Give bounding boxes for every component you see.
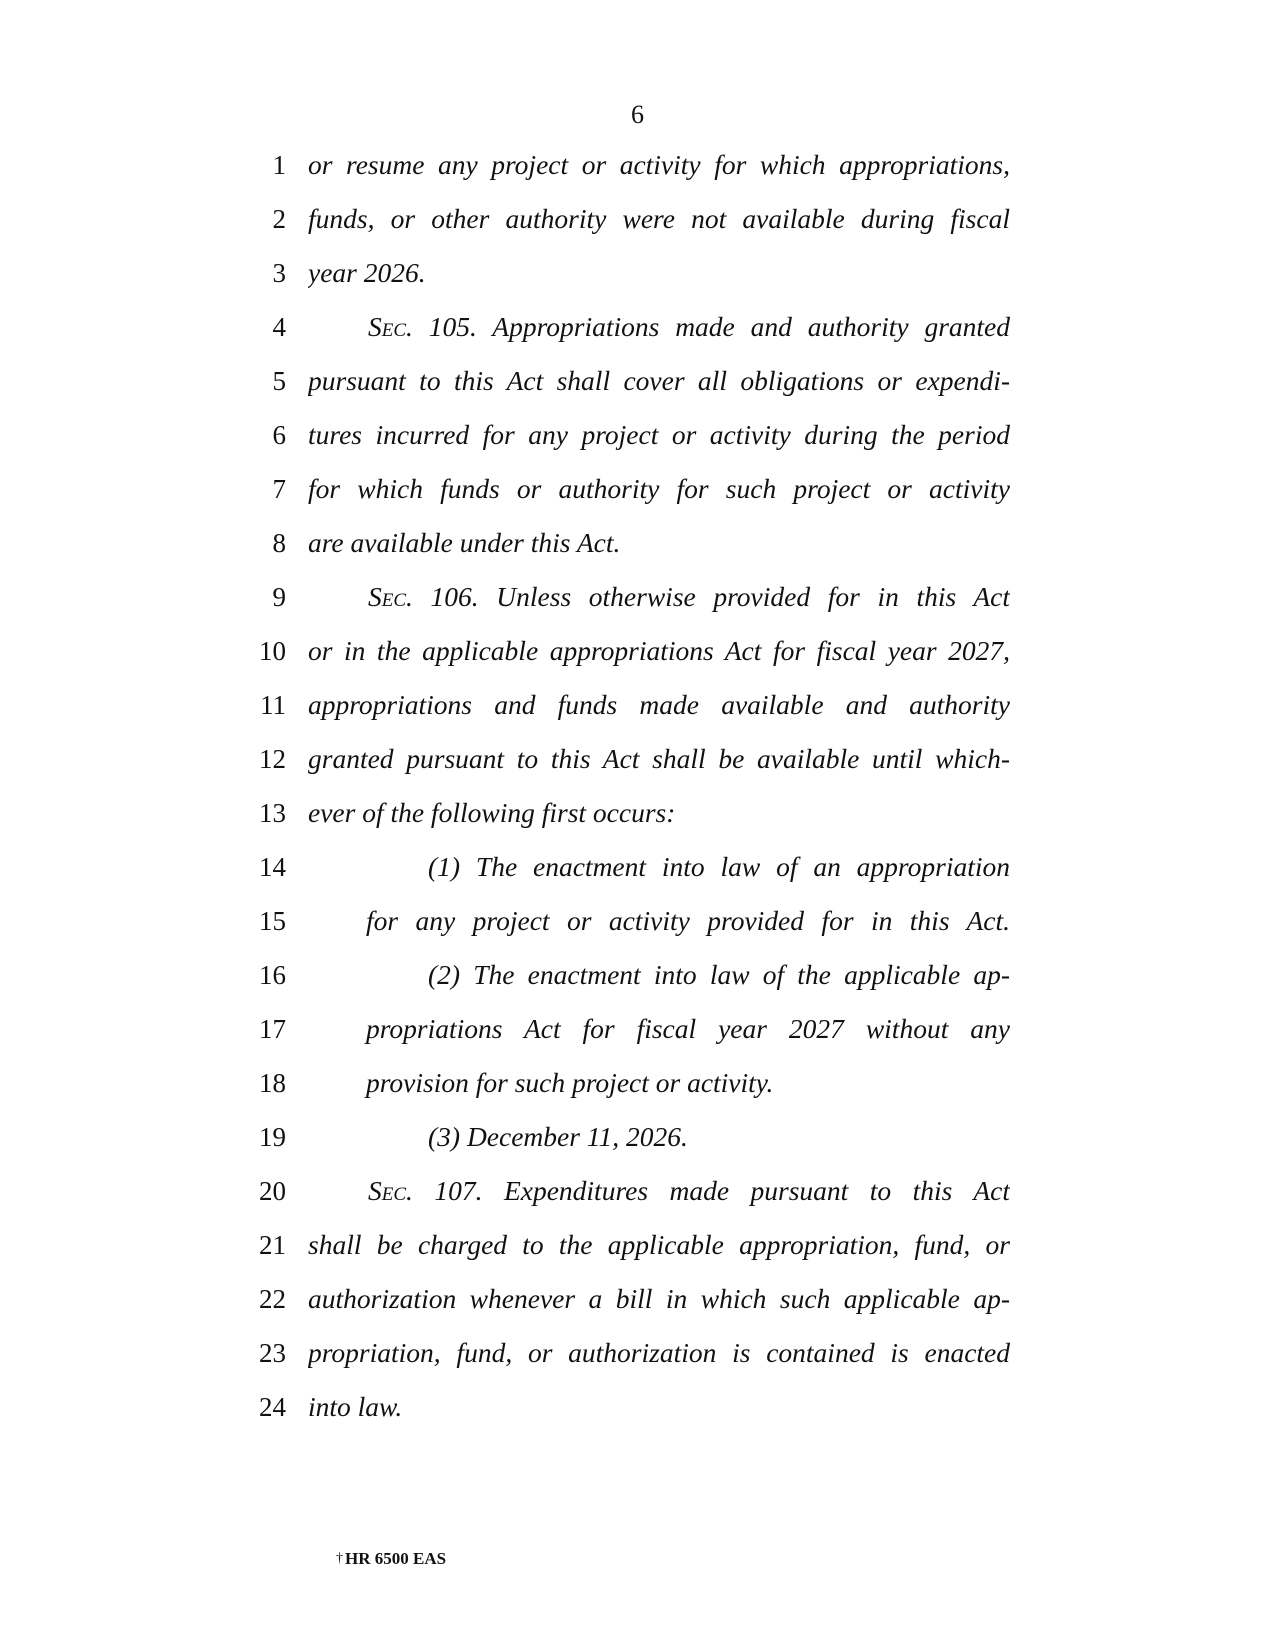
bill-line: [0, 310, 1275, 364]
bill-line: [0, 256, 1275, 310]
line-number: 19: [259, 1122, 286, 1152]
bill-line: [0, 796, 1275, 850]
line-text: ever of the following first occurs:: [308, 797, 676, 828]
section-label: Sec.: [368, 581, 413, 612]
line-number: 5: [272, 366, 286, 396]
line-number: 23: [259, 1338, 286, 1368]
bill-line: [0, 580, 1275, 634]
line-text: provision for such project or activity.: [366, 1067, 774, 1098]
bill-line: [0, 1336, 1275, 1390]
line-number: 20: [259, 1176, 286, 1206]
line-number: 7: [272, 474, 286, 504]
line-number: 8: [272, 528, 286, 558]
line-number: 11: [260, 690, 286, 720]
line-text: are available under this Act.: [308, 527, 621, 558]
line-number: 14: [259, 852, 286, 882]
line-number: 18: [259, 1068, 286, 1098]
section-heading-line: [308, 310, 1010, 344]
bill-line: [0, 364, 1275, 418]
bill-footer: [336, 1549, 446, 1569]
bill-line: [0, 1120, 1275, 1174]
line-text: (2) The enactment into law of the applicable ap-: [428, 959, 1010, 990]
bill-line: [0, 688, 1275, 742]
bill-line: [0, 634, 1275, 688]
bill-line: [0, 1282, 1275, 1336]
line-number: 4: [272, 312, 286, 342]
page-number: 6: [631, 100, 644, 129]
line-number: 3: [272, 258, 286, 288]
line-text: shall be charged to the applicable appropriation, fund, or: [308, 1229, 1010, 1260]
bill-line: [0, 418, 1275, 472]
line-number: 2: [272, 204, 286, 234]
line-number: 22: [259, 1284, 286, 1314]
line-number: 6: [272, 420, 286, 450]
bill-line: [0, 850, 1275, 904]
line-number: 1: [272, 150, 286, 180]
bill-line: [0, 472, 1275, 526]
bill-line: [0, 742, 1275, 796]
line-number: 9: [272, 582, 286, 612]
section-heading-line: [308, 1174, 1010, 1208]
bill-line: [0, 1390, 1275, 1444]
line-text: funds, or other authority were not available during fiscal: [308, 203, 1010, 234]
section-label: Sec.: [368, 1175, 413, 1206]
line-number: 12: [259, 744, 286, 774]
line-number: 24: [259, 1392, 286, 1422]
line-text: for which funds or authority for such project or activity: [308, 473, 1010, 504]
line-number: 21: [259, 1230, 286, 1260]
bill-line: [0, 1012, 1275, 1066]
bill-identifier: HR 6500 EAS: [345, 1549, 447, 1568]
line-text: or resume any project or activity for which appropriations,: [308, 149, 1010, 180]
line-text: tures incurred for any project or activity during the period: [308, 419, 1010, 450]
bill-line: [0, 1174, 1275, 1228]
bill-line: [0, 202, 1275, 256]
line-text: propriations Act for fiscal year 2027 without any: [366, 1013, 1010, 1044]
line-text: year 2026.: [308, 257, 426, 288]
bill-line: [0, 1228, 1275, 1282]
bill-line: [0, 958, 1275, 1012]
line-text: 105. Appropriations made and authority granted: [412, 311, 1010, 342]
bill-line: [0, 148, 1275, 202]
bill-line: [0, 1066, 1275, 1120]
line-number: 16: [259, 960, 286, 990]
dagger-mark: †: [336, 1551, 343, 1566]
line-text: (1) The enactment into law of an appropriation: [428, 851, 1010, 882]
line-text: pursuant to this Act shall cover all obligations or expendi-: [308, 365, 1010, 396]
line-text: propriation, fund, or authorization is contained is enacted: [308, 1337, 1010, 1368]
section-label: Sec.: [368, 311, 413, 342]
line-text: 106. Unless otherwise provided for in this Act: [412, 581, 1010, 612]
bill-text: [0, 148, 1275, 1444]
line-text: into law.: [308, 1391, 403, 1422]
bill-line: [0, 904, 1275, 958]
bill-line: [0, 526, 1275, 580]
section-heading-line: [308, 580, 1010, 614]
line-number: 17: [259, 1014, 286, 1044]
line-text: 107. Expenditures made pursuant to this Act: [412, 1175, 1010, 1206]
line-text: (3) December 11, 2026.: [428, 1121, 688, 1152]
line-number: 13: [259, 798, 286, 828]
line-number: 15: [259, 906, 286, 936]
line-text: granted pursuant to this Act shall be available until which-: [308, 743, 1010, 774]
line-text: appropriations and funds made available and authority: [308, 689, 1010, 720]
line-text: authorization whenever a bill in which such applicable ap-: [308, 1283, 1010, 1314]
line-text: or in the applicable appropriations Act for fiscal year 2027,: [308, 635, 1010, 666]
line-number: 10: [259, 636, 286, 666]
line-text: for any project or activity provided for in this Act.: [366, 905, 1010, 936]
